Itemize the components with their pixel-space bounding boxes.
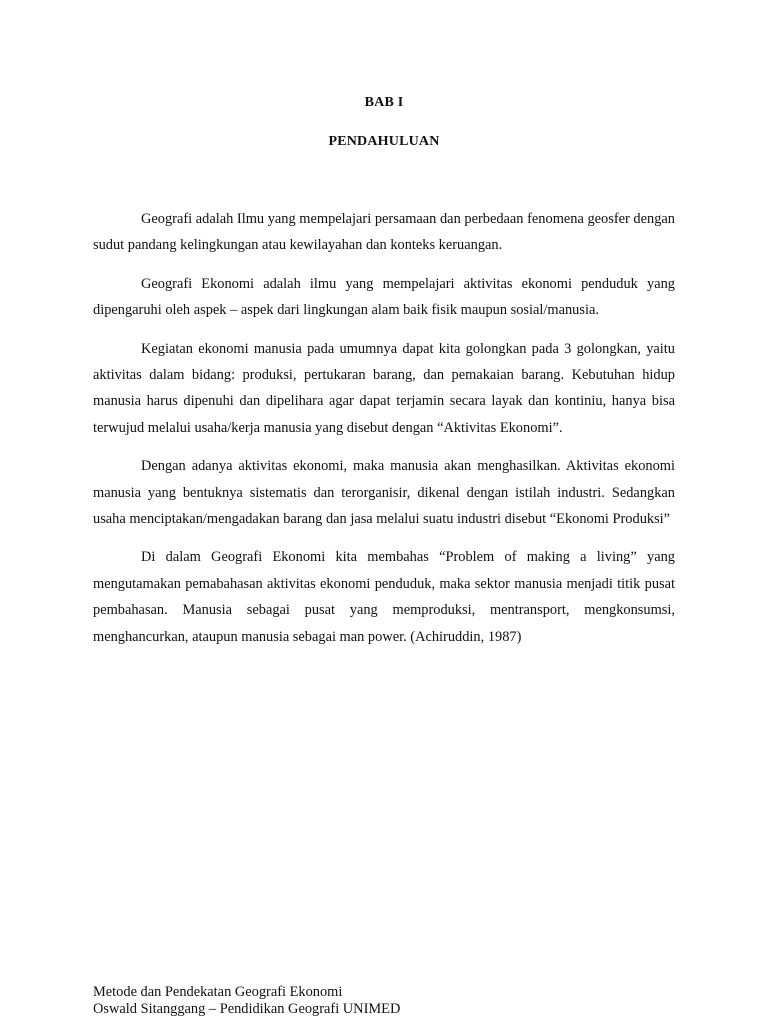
footer-line-1: Metode dan Pendekatan Geografi Ekonomi (93, 984, 343, 1000)
body-text (93, 206, 675, 662)
chapter-heading: BAB I (364, 95, 404, 110)
footer-line-2: Oswald Sitanggang – Pendidikan Geografi UNIMED (93, 1001, 401, 1017)
paragraph-5: Di dalam Geografi Ekonomi kita membahas “Problem of making a living” yang mengutamakan pemabahasan aktivitas ekonomi penduduk, maka sektor manusia menjadi titik pusat pembahasan. Manusia sebagai pusat yang memproduksi, mentransport, mengkonsumsi, menghancurkan, ataupun manusia sebagai man power. (Achiruddin, 1987) (93, 549, 675, 645)
paragraph-4: Dengan adanya aktivitas ekonomi, maka manusia akan menghasilkan. Aktivitas ekonomi manusia yang bentuknya sistematis dan terorganisir, dikenal dengan istilah industri. Sedangkan usaha menciptakan/mengadakan barang dan jasa melalui suatu industri disebut “Ekonomi Produksi” (93, 458, 675, 528)
paragraph-1: Geografi adalah Ilmu yang mempelajari persamaan dan perbedaan fenomena geosfer dengan sudut pandang kelingkungan atau kewilayahan dan konteks keruangan. (93, 211, 675, 254)
paragraph-2: Geografi Ekonomi adalah ilmu yang mempelajari aktivitas ekonomi penduduk yang dipengaruhi oleh aspek – aspek dari lingkungan alam baik fisik maupun sosial/manusia. (93, 275, 675, 319)
paragraph-3: Kegiatan ekonomi manusia pada umumnya dapat kita golongkan pada 3 golongkan, yaitu aktivitas dalam bidang: produksi, pertukaran barang, dan pemakaian barang. Kebutuhan hidup manusia harus dipenuhi dan dipelihara agar dapat terjamin secara layak dan kontiniu, hanya bisa terwujud melalui usaha/kerja manusia yang disebut dengan “Aktivitas Ekonomi”. (93, 340, 675, 436)
page-footer (93, 984, 693, 1018)
page-title: PENDAHULUAN (328, 134, 440, 149)
